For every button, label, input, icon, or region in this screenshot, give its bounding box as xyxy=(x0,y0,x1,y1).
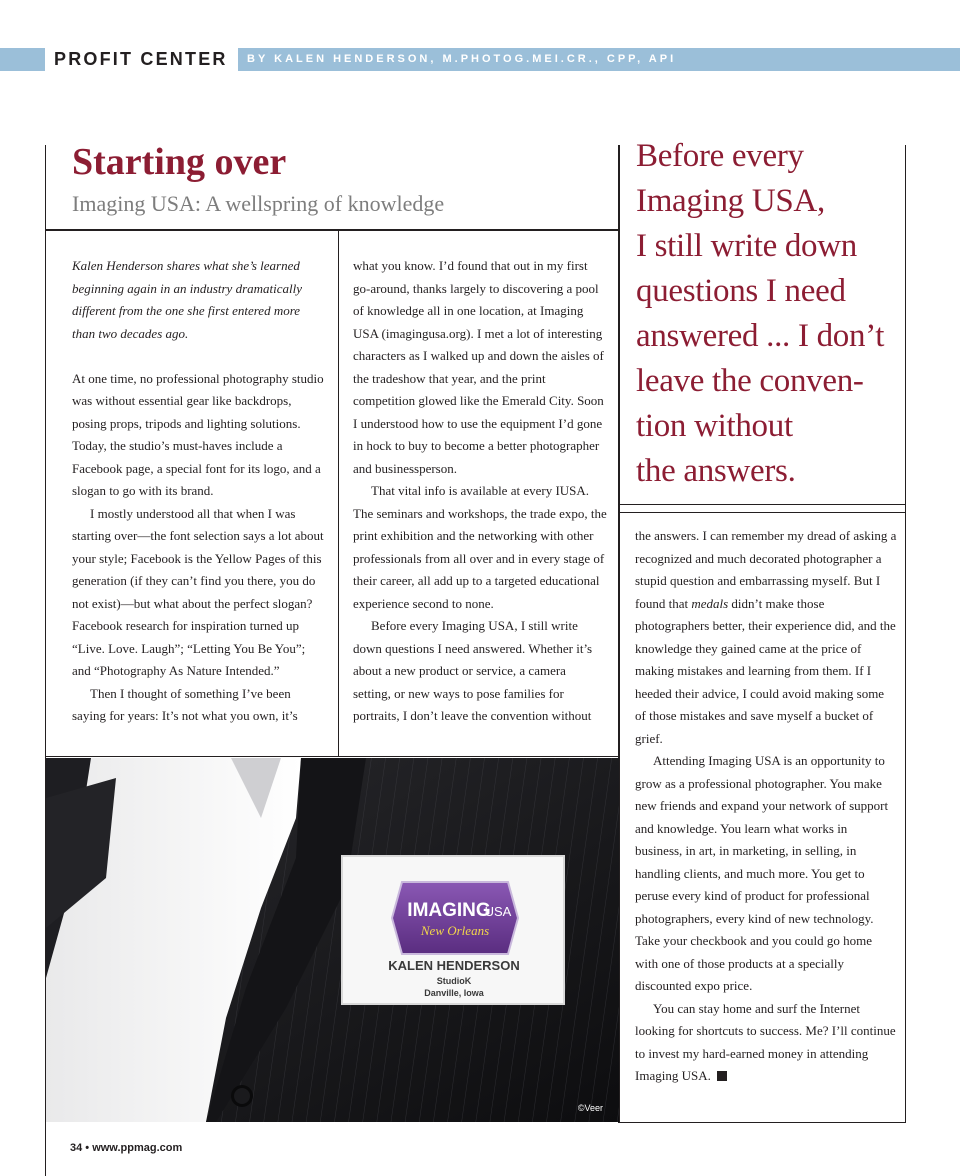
body-paragraph: Before every Imaging USA, I still write down questions I need answered. Whether it’s about a new product or service, a camera setting, or new ways to pose families for portraits, I don’t leave the convention without xyxy=(353,618,593,723)
pull-quote-line: leave the conven- xyxy=(636,363,864,399)
pull-quote-line: I still write down xyxy=(636,228,857,264)
pull-quote-line: Imaging USA, xyxy=(636,183,825,219)
badge-logo-usa: USA xyxy=(484,904,512,919)
pull-quote-line: the answers. xyxy=(636,453,796,489)
pull-quote-line: Before every xyxy=(636,138,804,174)
article-title: Starting over xyxy=(72,141,287,183)
section-label: PROFIT CENTER xyxy=(45,48,238,71)
article-photo xyxy=(46,758,619,1122)
pull-quote-line: tion without xyxy=(636,408,793,444)
rule-bottom xyxy=(620,1122,906,1123)
column-3 xyxy=(635,525,897,1088)
intro-paragraph: Kalen Henderson shares what she’s learned beginning again in an industry dramatically different from the one she first entered more than two decades ago. xyxy=(72,258,303,341)
badge-studio: StudioK xyxy=(436,976,472,986)
column-2 xyxy=(353,255,607,728)
byline: BY KALEN HENDERSON, M.PHOTOG.MEI.CR., CPP, API xyxy=(247,53,677,65)
rule-title-bottom xyxy=(45,229,618,231)
body-paragraph: what you know. I’d found that out in my first go-around, thanks largely to discovering a pool of knowledge all in one location, at Imaging USA (imagingusa.org). I met a lot of interesting characters as I walked up and down the aisles of the tradeshow that year, and the print competition glowed like the Emerald City. Soon I understood how to use the equipment I’d gone in hock to buy to become a better photographer and businessperson. xyxy=(353,258,604,476)
body-emphasis: medals xyxy=(691,595,729,611)
rule-quote-bottom-2 xyxy=(620,512,906,513)
badge-location: Danville, Iowa xyxy=(424,988,484,998)
photo-credit: ©Veer xyxy=(577,1103,603,1113)
rule-right-col-right xyxy=(905,145,906,1123)
end-mark-icon xyxy=(717,1071,727,1081)
body-paragraph: Attending Imaging USA is an opportunity to grow as a professional photographer. You make new friends and expand your network of support and knowledge. You learn what works in business, in art, in marketing, in selling, in handling clients, and much more. You get to peruse every kind of product for professional photographers, every kind of new technology. Take your checkbook and you could go home with one of those products at a specially discounted expo price. xyxy=(635,753,889,993)
page-footer: 34 • www.ppmag.com xyxy=(70,1142,183,1154)
body-paragraph xyxy=(635,998,897,1088)
body-paragraph: Then I thought of something I’ve been saying for years: It’s not what you own, it’s xyxy=(72,685,298,723)
badge-logo-city: New Orleans xyxy=(420,923,490,938)
rule-column-divider xyxy=(338,231,339,757)
body-paragraph: I mostly understood all that when I was starting over—the font selection says a lot about your style; Facebook is the Yellow Pages of this generation (if they can’t find you there, you do not exist)—but what about the perfect slogan? Facebook research for inspiration turned up “Live. Love. Laugh”; “Letting You Be You”; and “Photography As Nature Intended.” xyxy=(72,505,324,678)
body-paragraph: At one time, no professional photography studio was without essential gear like backdrops, posing props, tripods and lighting solutions. Today, the studio’s must-haves include a Facebook page, a special font for its logo, and a slogan to go with its brand. xyxy=(72,370,324,498)
article-subtitle: Imaging USA: A wellspring of knowledge xyxy=(72,191,445,216)
pull-quote xyxy=(636,134,904,494)
body-text: You can stay home and surf the Internet looking for shortcuts to success. Me? I’ll continue to invest my hard-earned money in attending Imaging USA. xyxy=(635,1000,896,1083)
rule-body-bottom xyxy=(45,756,618,757)
badge-logo-text: IMAGING xyxy=(407,900,491,921)
body-text: the answers. I can remember my dread of asking a recognized and much decorated photographer a stupid question and embarrassing myself. But I found that xyxy=(635,528,897,611)
pull-quote-line: questions I need xyxy=(636,273,846,309)
column-1 xyxy=(72,255,324,728)
pull-quote-line: answered ... I don’t xyxy=(636,318,885,354)
body-text: didn’t make those photographers better, their experience did, and the knowledge they gained came at the price of making mistakes and learning from them. If I heeded their advice, I could avoid making some of those mistakes and save myself a bucket of grief. xyxy=(635,595,896,746)
rule-quote-bottom-1 xyxy=(620,504,906,505)
photo-illustration xyxy=(46,758,619,1122)
badge-name: KALEN HENDERSON xyxy=(388,958,520,973)
body-paragraph xyxy=(635,525,897,750)
body-paragraph: That vital info is available at every IUSA. The seminars and workshops, the trade expo, the print exhibition and the networking with other professionals from all over and in every stage of their career, all add up to a targeted educational experience second to none. xyxy=(353,483,607,611)
